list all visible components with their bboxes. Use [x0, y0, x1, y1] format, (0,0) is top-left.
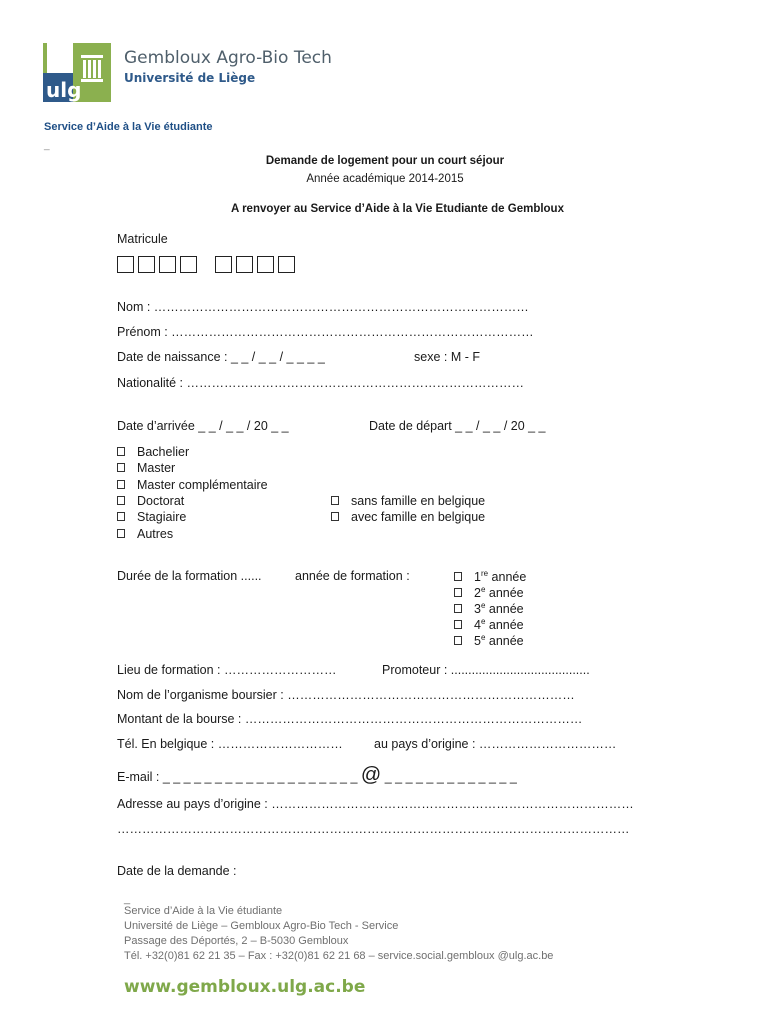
matricule-box[interactable]: [257, 256, 274, 273]
checkbox[interactable]: [117, 447, 125, 456]
matricule-box[interactable]: [180, 256, 197, 273]
matricule-label: Matricule: [117, 232, 168, 246]
service-heading: Service d’Aide à la Vie étudiante: [44, 121, 213, 133]
family-option[interactable]: avec famille en belgique: [331, 510, 485, 524]
adresse-line2[interactable]: ……………………………………………………………………………………………………………: [117, 822, 630, 836]
checkbox[interactable]: [117, 463, 125, 472]
website-link[interactable]: www.gembloux.ulg.ac.be: [124, 977, 366, 997]
footer-line: Passage des Déportés, 2 – B-5030 Gembloux: [124, 935, 349, 947]
level-option[interactable]: Bachelier: [117, 445, 189, 459]
logo-letters: ulg: [46, 78, 82, 102]
year-option[interactable]: 4e année: [454, 617, 524, 632]
lieu-field[interactable]: Lieu de formation : ………………………: [117, 663, 337, 677]
checkbox[interactable]: [454, 588, 462, 597]
footer-dash: _: [124, 893, 131, 905]
date-depart-field[interactable]: Date de départ _ _ / _ _ / 20 _ _: [369, 419, 546, 433]
checkbox[interactable]: [454, 572, 462, 581]
footer-line: Service d’Aide à la Vie étudiante: [124, 905, 283, 917]
form-title: Demande de logement pour un court séjour: [265, 155, 505, 167]
date-arrivee-field[interactable]: Date d’arrivée _ _ / _ _ / 20 _ _: [117, 419, 289, 433]
prenom-field[interactable]: Prénom : ……………………………………………………………………………: [117, 325, 534, 339]
year-option[interactable]: 2e année: [454, 585, 524, 600]
tel-origine-field[interactable]: au pays d’origine : ……………………………: [374, 737, 617, 751]
sexe-field[interactable]: sexe : M - F: [414, 350, 480, 364]
level-option[interactable]: Doctorat: [117, 494, 184, 508]
annee-formation-label: année de formation :: [295, 569, 410, 583]
checkbox[interactable]: [117, 529, 125, 538]
year-option[interactable]: 3e année: [454, 601, 524, 616]
adresse-field[interactable]: Adresse au pays d’origine : ……………………………………………………………………………: [117, 797, 634, 811]
level-option[interactable]: Master: [117, 461, 175, 475]
checkbox[interactable]: [454, 636, 462, 645]
matricule-box[interactable]: [138, 256, 155, 273]
ulg-logo: [43, 43, 111, 102]
duree-field[interactable]: Durée de la formation ......: [117, 569, 262, 583]
level-option[interactable]: Master complémentaire: [117, 478, 268, 492]
year-option[interactable]: 1re année: [454, 569, 526, 584]
separator-dash: _: [44, 140, 50, 151]
checkbox[interactable]: [117, 512, 125, 521]
nom-field[interactable]: Nom : ………………………………………………………………………………: [117, 300, 529, 314]
checkbox[interactable]: [331, 512, 339, 521]
at-sign: @: [360, 764, 382, 786]
checkbox[interactable]: [117, 496, 125, 505]
logo-name: Gembloux Agro-Bio Tech: [124, 48, 332, 68]
checkbox[interactable]: [117, 480, 125, 489]
checkbox[interactable]: [454, 620, 462, 629]
date-naissance-field[interactable]: Date de naissance : _ _ / _ _ / _ _ _ _: [117, 350, 325, 364]
nationalite-field[interactable]: Nationalité : ………………………………………………………………………: [117, 376, 524, 390]
logo-subtitle: Université de Liège: [124, 71, 256, 85]
checkbox[interactable]: [331, 496, 339, 505]
footer-line: Université de Liège – Gembloux Agro-Bio Tech - Service: [124, 920, 399, 932]
promoteur-field[interactable]: Promoteur : ........................................: [382, 663, 590, 677]
checkbox[interactable]: [454, 604, 462, 613]
family-option[interactable]: sans famille en belgique: [331, 494, 485, 508]
date-demande-field[interactable]: Date de la demande :: [117, 864, 237, 878]
email-field[interactable]: E-mail : _ _ _ _ _ _ _ _ _ _ _ _ _ _ _ _ _ _ _ @ _ _ _ _ _ _ _ _ _ _ _ _ _: [117, 764, 517, 786]
montant-field[interactable]: Montant de la bourse : ………………………………………………………………………: [117, 712, 583, 726]
year-option[interactable]: 5e année: [454, 633, 524, 648]
return-instruction: A renvoyer au Service d’Aide à la Vie Etudiante de Gembloux: [231, 203, 564, 215]
organisme-field[interactable]: Nom de l’organisme boursier : ……………………………………………………………: [117, 688, 575, 702]
level-option[interactable]: Stagiaire: [117, 510, 186, 524]
academic-year: Année académique 2014-2015: [306, 173, 464, 185]
matricule-box[interactable]: [236, 256, 253, 273]
tel-belgique-field[interactable]: Tél. En belgique : …………………………: [117, 737, 343, 751]
matricule-box[interactable]: [278, 256, 295, 273]
footer-line: Tél. +32(0)81 62 21 35 – Fax : +32(0)81 62 21 68 – service.social.gembloux @ulg.ac.be: [124, 950, 554, 962]
matricule-box[interactable]: [215, 256, 232, 273]
matricule-box[interactable]: [117, 256, 134, 273]
matricule-boxes[interactable]: [117, 256, 299, 278]
matricule-box[interactable]: [159, 256, 176, 273]
level-option[interactable]: Autres: [117, 527, 173, 541]
